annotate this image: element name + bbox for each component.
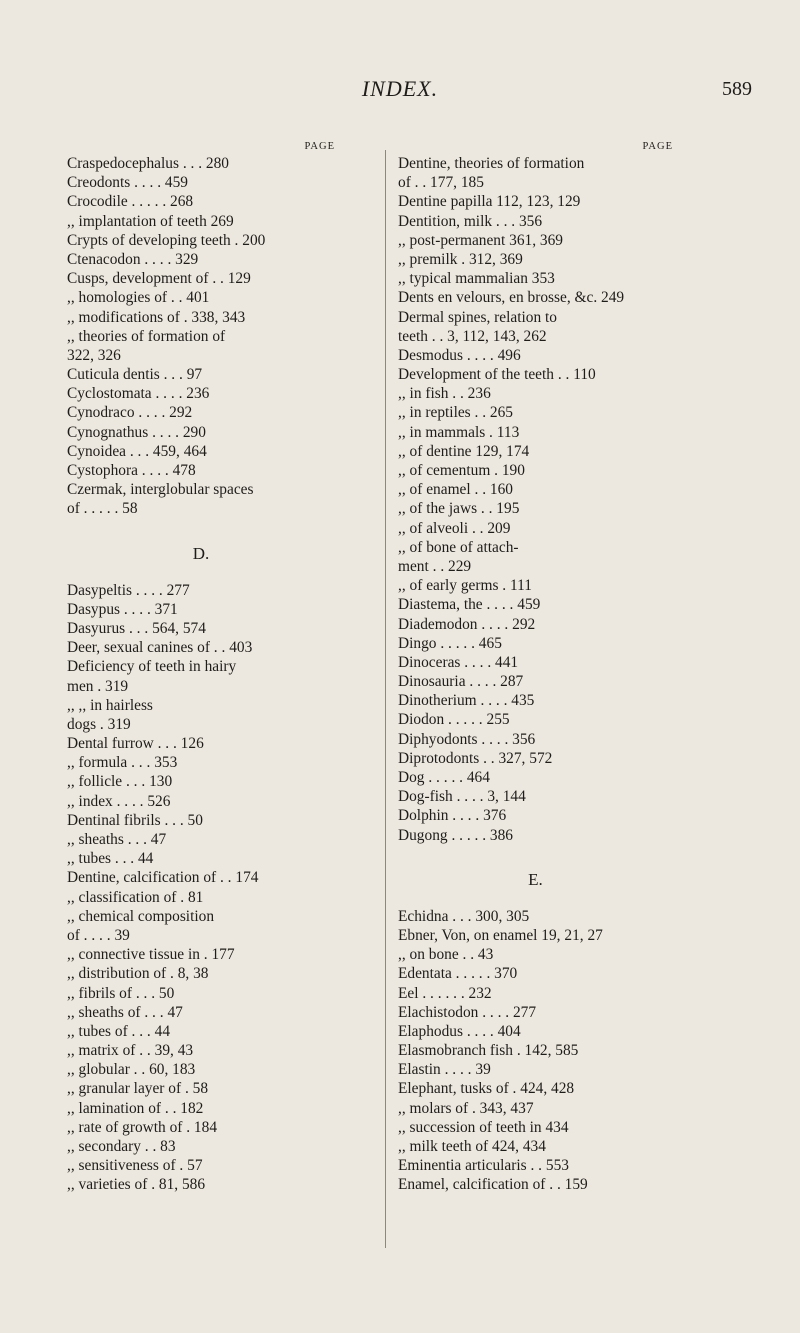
index-entry: Cynognathus . . . . 290: [67, 423, 206, 441]
index-entry: ,, premilk . 312, 369: [398, 250, 523, 268]
index-entry: ,, on bone . . 43: [398, 946, 494, 964]
section-heading-e: E.: [528, 869, 543, 889]
index-entry: Dasypeltis . . . . 277: [67, 581, 190, 599]
page-column-label: PAGE: [304, 141, 335, 152]
index-entry: Echidna . . . 300, 305: [398, 907, 530, 925]
index-entry: ,, post-permanent 361, 369: [398, 231, 563, 249]
index-entry: Diodon . . . . . 255: [398, 711, 510, 729]
index-entry: ,, of dentine 129, 174: [398, 442, 530, 460]
index-entry: Cuticula dentis . . . 97: [67, 366, 203, 384]
index-entry: Diademodon . . . . 292: [398, 615, 536, 633]
index-entry: Development of the teeth . . 110: [398, 366, 596, 384]
index-entry: Elephant, tusks of . 424, 428: [398, 1080, 575, 1098]
index-entry: Dentinal fibrils . . . 50: [67, 811, 203, 829]
index-entry: ,, sensitiveness of . 57: [67, 1157, 203, 1175]
index-entry: ,, implantation of teeth 269: [67, 212, 234, 230]
index-entry: Enamel, calcification of . . 159: [398, 1176, 588, 1194]
index-entry: Crypts of developing teeth . 200: [67, 231, 266, 249]
index-entry: of . . 177, 185: [398, 174, 484, 192]
index-entry: Crocodile . . . . . 268: [67, 193, 194, 211]
index-entry: Dinotherium . . . . 435: [398, 692, 535, 710]
index-entry: Dentine, calcification of . . 174: [67, 869, 259, 887]
index-entry: Dinosauria . . . . 287: [398, 673, 524, 691]
index-entry: Dolphin . . . . 376: [398, 807, 507, 825]
index-entry: Cyclostomata . . . . 236: [67, 385, 210, 403]
page-column-label: PAGE: [642, 141, 673, 152]
index-entry: Dugong . . . . . 386: [398, 826, 514, 844]
index-entry: ,, fibrils of . . . 50: [67, 984, 175, 1002]
index-entry: ,, of cementum . 190: [398, 462, 525, 479]
index-entry: Dog-fish . . . . 3, 144: [398, 788, 526, 806]
index-entry: Diprotodonts . . 327, 572: [398, 749, 553, 767]
index-entry: Czermak, interglobular spaces: [67, 481, 254, 499]
index-entry: ,, granular layer of . 58: [67, 1080, 209, 1098]
index-entry: Elachistodon . . . . 277: [398, 1003, 537, 1021]
index-group-d: [67, 581, 335, 1195]
index-entry: ,, in reptiles . . 265: [398, 404, 513, 422]
index-entry: 322, 326: [67, 346, 121, 364]
index-entry: Dentine papilla 112, 123, 129: [398, 193, 581, 211]
index-entry: ,, tubes of . . . 44: [67, 1022, 171, 1040]
index-entry: ,, theories of formation of: [67, 327, 226, 345]
index-entry: Dingo . . . . . 465: [398, 634, 502, 652]
index-entry: teeth . . 3, 112, 143, 262: [398, 327, 547, 345]
index-entry: Diastema, the . . . . 459: [398, 596, 541, 614]
index-entry: Cynodraco . . . . 292: [67, 404, 193, 422]
index-entry: Cystophora . . . . 478: [67, 462, 196, 479]
index-entry: ,, matrix of . . 39, 43: [67, 1042, 194, 1060]
index-entry: ,, sheaths . . . 47: [67, 831, 167, 848]
index-entry: Eminentia articularis . . 553: [398, 1157, 569, 1175]
index-entry: Diphyodonts . . . . 356: [398, 730, 536, 748]
index-entry: ,, of enamel . . 160: [398, 481, 513, 499]
index-entry: ,, classification of . 81: [67, 888, 204, 906]
index-entry: Craspedocephalus . . . 280: [67, 155, 229, 172]
index-group-c: [67, 154, 335, 519]
index-entry: Ebner, Von, on enamel 19, 21, 27: [398, 926, 603, 944]
index-entry: ,, formula . . . 353: [67, 754, 178, 772]
index-group-d-continued: [398, 154, 673, 845]
index-entry: Elasmobranch fish . 142, 585: [398, 1042, 579, 1060]
index-column-right: [398, 140, 673, 1195]
index-entry: Dermal spines, relation to: [398, 308, 557, 326]
index-entry: Dinoceras . . . . 441: [398, 653, 519, 671]
column-divider: [385, 150, 386, 1248]
index-entry: of . . . . . 58: [67, 500, 138, 518]
index-entry: ,, secondary . . 83: [67, 1138, 176, 1155]
index-entry: ,, lamination of . . 182: [67, 1099, 204, 1117]
index-entry: ,, milk teeth of 424, 434: [398, 1138, 546, 1155]
index-entry: Dentine, theories of formation: [398, 155, 585, 172]
index-entry: Deficiency of teeth in hairy: [67, 658, 237, 676]
running-header-title: INDEX.: [361, 76, 439, 101]
index-entry: ,, varieties of . 81, 586: [67, 1176, 206, 1194]
index-entry: of . . . . 39: [67, 926, 130, 944]
index-entry: Dentition, milk . . . 356: [398, 212, 543, 230]
index-entry: Eel . . . . . . 232: [398, 984, 492, 1002]
index-entry: ,, molars of . 343, 437: [398, 1099, 534, 1117]
index-entry: ,, in fish . . 236: [398, 385, 491, 403]
index-entry: Desmodus . . . . 496: [398, 346, 521, 364]
index-entry: Dents en velours, en brosse, &c. 249: [398, 289, 625, 307]
index-entry: ,, typical mammalian 353: [398, 270, 555, 288]
index-entry: ,, globular . . 60, 183: [67, 1061, 196, 1079]
index-entry: ,, of the jaws . . 195: [398, 500, 520, 518]
index-entry: Dasyurus . . . 564, 574: [67, 619, 206, 637]
index-entry: ment . . 229: [398, 557, 472, 575]
index-entry: ,, of early germs . 111: [398, 577, 532, 595]
index-entry: ,, of bone of attach-: [398, 538, 519, 556]
index-entry: dogs . 319: [67, 715, 131, 733]
index-entry: Creodonts . . . . 459: [67, 174, 188, 192]
index-entry: Cusps, development of . . 129: [67, 270, 251, 288]
index-entry: Edentata . . . . . 370: [398, 965, 518, 983]
index-entry: ,, rate of growth of . 184: [67, 1118, 218, 1136]
index-entry: Dog . . . . . 464: [398, 769, 490, 786]
index-entry: Elastin . . . . 39: [398, 1061, 491, 1079]
index-entry: ,, sheaths of . . . 47: [67, 1003, 183, 1021]
index-entry: Dental furrow . . . 126: [67, 735, 204, 753]
index-entry: Cynoidea . . . 459, 464: [67, 442, 207, 460]
index-entry: ,, in mammals . 113: [398, 423, 520, 441]
index-entry: ,, tubes . . . 44: [67, 850, 154, 868]
index-entry: ,, modifications of . 338, 343: [67, 308, 246, 326]
index-entry: ,, distribution of . 8, 38: [67, 965, 209, 983]
index-entry: ,, connective tissue in . 177: [67, 946, 235, 964]
index-entry: ,, succession of teeth in 434: [398, 1118, 569, 1136]
index-entry: ,, ,, in hairless: [67, 696, 153, 714]
index-entry: ,, homologies of . . 401: [67, 289, 210, 307]
index-entry: ,, of alveoli . . 209: [398, 519, 511, 537]
index-entry: men . 319: [67, 677, 129, 695]
section-heading-d: D.: [192, 543, 210, 563]
index-entry: ,, follicle . . . 130: [67, 773, 173, 791]
index-entry: Deer, sexual canines of . . 403: [67, 639, 253, 657]
index-entry: Ctenacodon . . . . 329: [67, 250, 199, 268]
index-entry: ,, index . . . . 526: [67, 792, 171, 810]
index-column-left: [67, 140, 335, 1195]
index-group-e: [398, 907, 673, 1195]
index-entry: Elaphodus . . . . 404: [398, 1022, 521, 1040]
index-entry: Dasypus . . . . 371: [67, 600, 178, 618]
index-entry: ,, chemical composition: [67, 907, 215, 925]
page-number: 589: [722, 78, 752, 100]
